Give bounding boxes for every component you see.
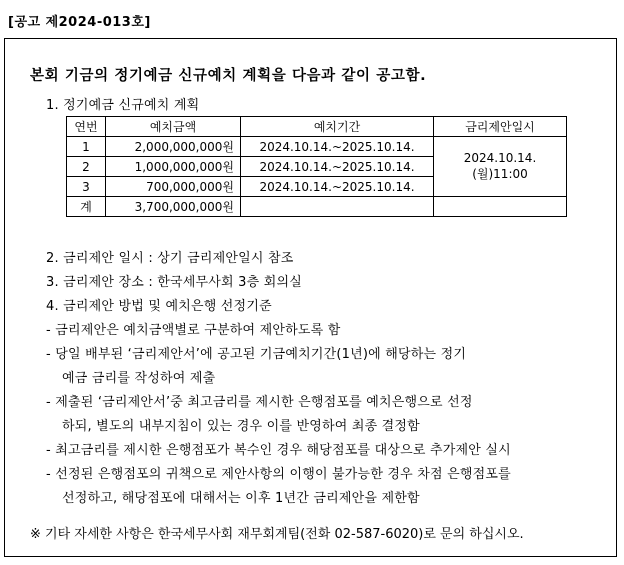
criteria-item: - 제출된 ‘금리제안서’중 최고금리를 제시한 은행점포를 예치은행으로 선정 — [46, 395, 473, 410]
criteria-item: - 최고금리를 제시한 은행점포가 복수인 경우 해당점포를 대상으로 추가제안 실시 — [46, 443, 511, 458]
table-total-row — [67, 197, 567, 217]
criteria-item: - 금리제안은 예치금액별로 구분하여 제안하도록 함 — [46, 323, 341, 338]
header-proposal-datetime: 금리제안일시 — [434, 117, 567, 137]
header-no: 연번 — [67, 117, 106, 137]
total-label: 계 — [67, 197, 106, 217]
notice-headline: 본회 기금의 정기예금 신규예치 계획을 다음과 같이 공고함. — [30, 68, 427, 84]
notice-number: [공고 제2024-013호] — [8, 15, 151, 30]
table-header-row — [67, 117, 567, 137]
criteria-item-continued: 예금 금리를 작성하여 제출 — [62, 371, 216, 386]
total-datetime-empty — [434, 197, 567, 217]
row-period: 2024.10.14.~2025.10.14. — [241, 137, 434, 157]
row-no: 2 — [67, 157, 106, 177]
deposit-plan-table — [66, 116, 567, 217]
row-no: 1 — [67, 137, 106, 157]
section-4-title: 4. 금리제안 방법 및 예치은행 선정기준 — [46, 299, 272, 314]
section-2: 2. 금리제안 일시 : 상기 금리제안일시 참조 — [46, 251, 294, 266]
header-period: 예치기간 — [241, 117, 434, 137]
proposal-datetime-cell: 2024.10.14.(월)11:00 — [434, 137, 567, 197]
section-1-title: 1. 정기예금 신규예치 계획 — [46, 98, 200, 113]
row-amount: 2,000,000,000원 — [106, 137, 241, 157]
criteria-item: - 당일 배부된 ‘금리제안서’에 공고된 기금예치기간(1년)에 해당하는 정기 — [46, 347, 467, 362]
total-period-empty — [241, 197, 434, 217]
row-amount: 700,000,000원 — [106, 177, 241, 197]
table-row — [67, 137, 567, 157]
row-period: 2024.10.14.~2025.10.14. — [241, 157, 434, 177]
criteria-item-continued: 하되, 별도의 내부지침이 있는 경우 이를 반영하여 최종 결정함 — [62, 419, 420, 434]
section-3: 3. 금리제안 장소 : 한국세무사회 3층 회의실 — [46, 275, 302, 290]
criteria-item: - 선정된 은행점포의 귀책으로 제안사항의 이행이 불가능한 경우 차점 은행점포를 — [46, 467, 511, 482]
row-no: 3 — [67, 177, 106, 197]
row-period: 2024.10.14.~2025.10.14. — [241, 177, 434, 197]
footnote: ※ 기타 자세한 사항은 한국세무사회 재무회계팀(전화 02-587-6020)로 문의 하십시오. — [30, 527, 524, 542]
criteria-item-continued: 선정하고, 해당점포에 대해서는 이후 1년간 금리제안을 제한함 — [62, 491, 420, 506]
total-amount: 3,700,000,000원 — [106, 197, 241, 217]
row-amount: 1,000,000,000원 — [106, 157, 241, 177]
header-amount: 예치금액 — [106, 117, 241, 137]
